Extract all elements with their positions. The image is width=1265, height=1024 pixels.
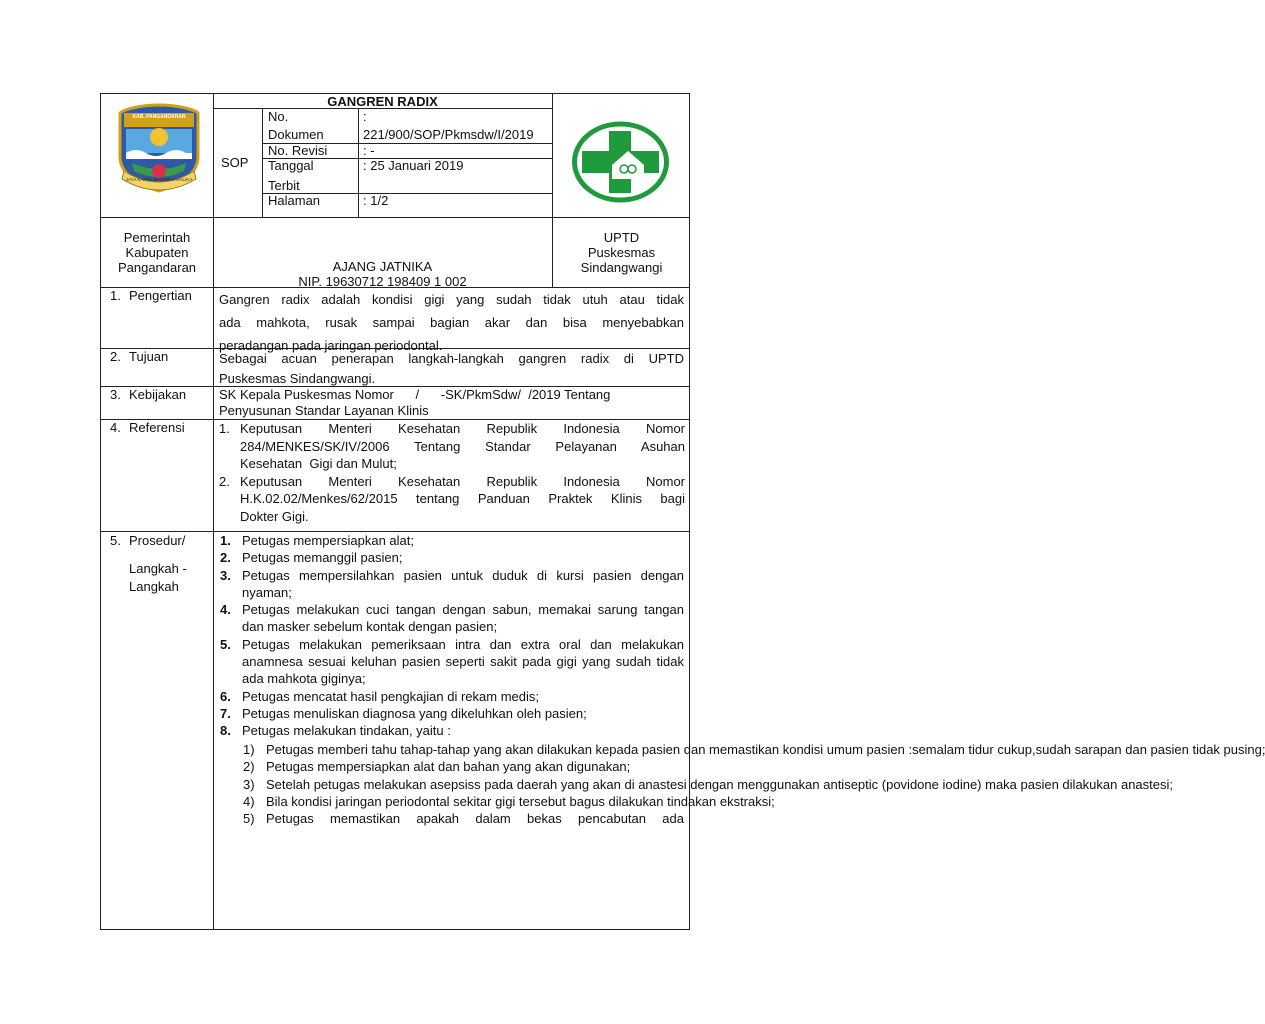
left-org-line: Pemerintah [123,230,191,245]
meta-value-revision: : - [363,143,375,158]
procedure-step [218,549,684,566]
step-number: 2. [220,550,231,566]
referensi-list [219,420,685,526]
procedure-step [218,567,684,602]
step-number: 8. [220,723,231,739]
step-text: Petugas melakukan cuci tangan dengan sabun, memakai sarung tangan dan masker sebelum kontak dengan pasien; [242,602,684,635]
text-line: Kesehatan Gigi dan Mulut; [240,456,397,472]
procedure-step [218,532,684,549]
substep-text: Petugas mempersiapkan alat dan bahan yang akan digunakan; [266,759,631,775]
document-title: GANGREN RADIX [327,94,438,109]
procedure-substeps [218,741,1265,827]
text-line: Sebagai acuan penerapan langkah-langkah gangren radix di UPTD [219,351,684,366]
procedure-step [218,705,684,722]
text-line: Keputusan Menteri Kesehatan Republik Indonesia Nomor [240,473,685,489]
meta-label-revision: No. Revisi [268,143,328,158]
step-text: Petugas memanggil pasien; [242,550,403,566]
text-line: ada mahkota, rusak sampai bagian akar dan bisa menyebabkan [219,315,684,330]
section-number: 4. [110,420,121,435]
procedure-step [218,601,684,636]
text-line: 284/MENKES/SK/IV/2006 Tentang Standar Pelayanan Asuhan [240,438,685,454]
procedure-substep [218,810,684,827]
text-line: H.K.02.02/Menkes/62/2015 tentang Panduan Praktek Klinis bagi [240,491,685,507]
left-org-line: Pangandaran [117,260,197,275]
signer-nip: NIP. 19630712 198409 1 002 [298,274,467,289]
step-number: 7. [220,705,231,721]
procedure-substep [218,776,1174,793]
meta-label-doc-1: No. [268,109,289,124]
reference-item [219,420,685,473]
right-org-line: Sindangwangi [580,260,663,275]
step-number: 1. [220,533,231,548]
procedure-substep [218,758,684,775]
procedure-substep [218,793,775,810]
section-label-prosedur: Prosedur/ [129,533,186,548]
substep-number: 5) [243,811,255,827]
pengertian-text [219,288,684,357]
section-label-referensi: Referensi [129,420,185,435]
substep-number: 2) [243,759,255,775]
signer-name: AJANG JATNIKA [332,259,433,274]
step-number: 6. [220,688,231,704]
kebijakan-text [219,387,684,419]
substep-number: 4) [243,793,255,809]
procedure-step [218,688,684,705]
step-number: 4. [220,602,231,618]
section-number: 2. [110,349,121,364]
text-line: Penyusunan Standar Layanan Klinis [219,403,429,418]
section-label-tujuan: Tujuan [129,349,169,364]
section-label-kebijakan: Kebijakan [129,387,187,402]
substep-text: Bila kondisi jaringan periodontal sekitar gigi tersebut bagus dilakukan tindakan ekstraksi; [266,793,775,809]
right-organization [553,230,690,275]
text-line: SK Kepala Puskesmas Nomor / -SK/PkmSdw/ /2019 Tentang [219,387,611,402]
substep-text: Setelah petugas melakukan asepsiss pada daerah yang akan di anastesi dengan menggunakan antiseptic (povidone iodine) maka pasien dilakukan anastesi; [266,776,1174,792]
section-number: 5. [110,533,121,548]
procedure-substep [218,741,1265,758]
procedure-step [218,722,684,739]
step-text: Petugas mencatat hasil pengkajian di rekam medis; [242,688,539,704]
reference-number: 2. [219,473,230,489]
step-number: 5. [220,636,231,652]
text-line: Gangren radix adalah kondisi gigi yang sudah tidak utuh atau tidak [219,292,684,307]
text-line: Puskesmas Sindangwangi. [219,371,376,386]
step-text: Petugas melakukan pemeriksaan intra dan extra oral dan melakukan anamnesa sesuai keluhan pasien seperti sakit pada gigi yang sudah tidak ada mahkota giginya; [242,636,684,687]
procedure-steps [218,532,684,740]
reference-item [219,473,685,526]
section-label-prosedur-3: Langkah [129,579,179,594]
step-text: Petugas mempersilahkan pasien untuk duduk di kursi pasien dengan nyaman; [242,567,684,600]
crest-motto-text: JAYA KARSA MAKARYA HALIKA [125,177,193,182]
section-label-prosedur-2: Langkah - [129,561,187,576]
step-text: Petugas mempersiapkan alat; [242,533,414,548]
column-divider [262,108,263,217]
substep-text: Petugas memastikan apakah dalam bekas pencabutan ada [266,811,684,827]
puskesmas-logo-icon [572,121,669,203]
row-divider [100,217,690,218]
left-org-line: Kabupaten [125,245,189,260]
reference-number: 1. [219,421,230,436]
column-divider [358,108,359,217]
substep-text: Petugas memberi tahu tahap-tahap yang akan dilakukan kepada pasien dan memastikan kondisi umum pasien :semalam tidur cukup,sudah sarapan dan pasien tidak pusing; [266,742,1265,757]
meta-value-doc-1: : [363,109,367,124]
text-line: peradangan pada jaringan periodontal. [219,338,443,353]
tujuan-text [219,349,684,389]
right-org-line: Puskesmas [587,245,656,260]
step-text: Petugas melakukan tindakan, yaitu : [242,723,451,739]
meta-value-doc-2: 221/900/SOP/Pkmsdw/I/2019 [363,127,534,142]
left-organization [101,230,213,275]
step-number: 3. [220,567,231,583]
section-number: 1. [110,288,121,303]
meta-label-date-2: Terbit [268,178,300,193]
step-text: Petugas menuliskan diagnosa yang dikeluhkan oleh pasien; [242,705,587,721]
meta-label-doc-2: Dokumen [268,127,324,142]
crest-banner-text: KAB. PANGANDARAN [132,114,186,120]
meta-label-page: Halaman [268,193,321,208]
substep-number: 1) [243,742,255,757]
text-line: Keputusan Menteri Kesehatan Republik Indonesia Nomor [240,421,685,436]
section-number: 3. [110,387,121,402]
substep-number: 3) [243,776,255,792]
meta-label-date-1: Tanggal [268,158,314,173]
procedure-step [218,636,684,688]
text-line: Dokter Gigi. [240,508,309,524]
right-org-line: UPTD [603,230,640,245]
column-divider [213,93,214,930]
section-label-pengertian: Pengertian [129,288,192,303]
meta-value-date: : 25 Januari 2019 [363,158,464,173]
meta-value-page: : 1/2 [363,193,389,208]
sop-label: SOP [221,155,249,170]
